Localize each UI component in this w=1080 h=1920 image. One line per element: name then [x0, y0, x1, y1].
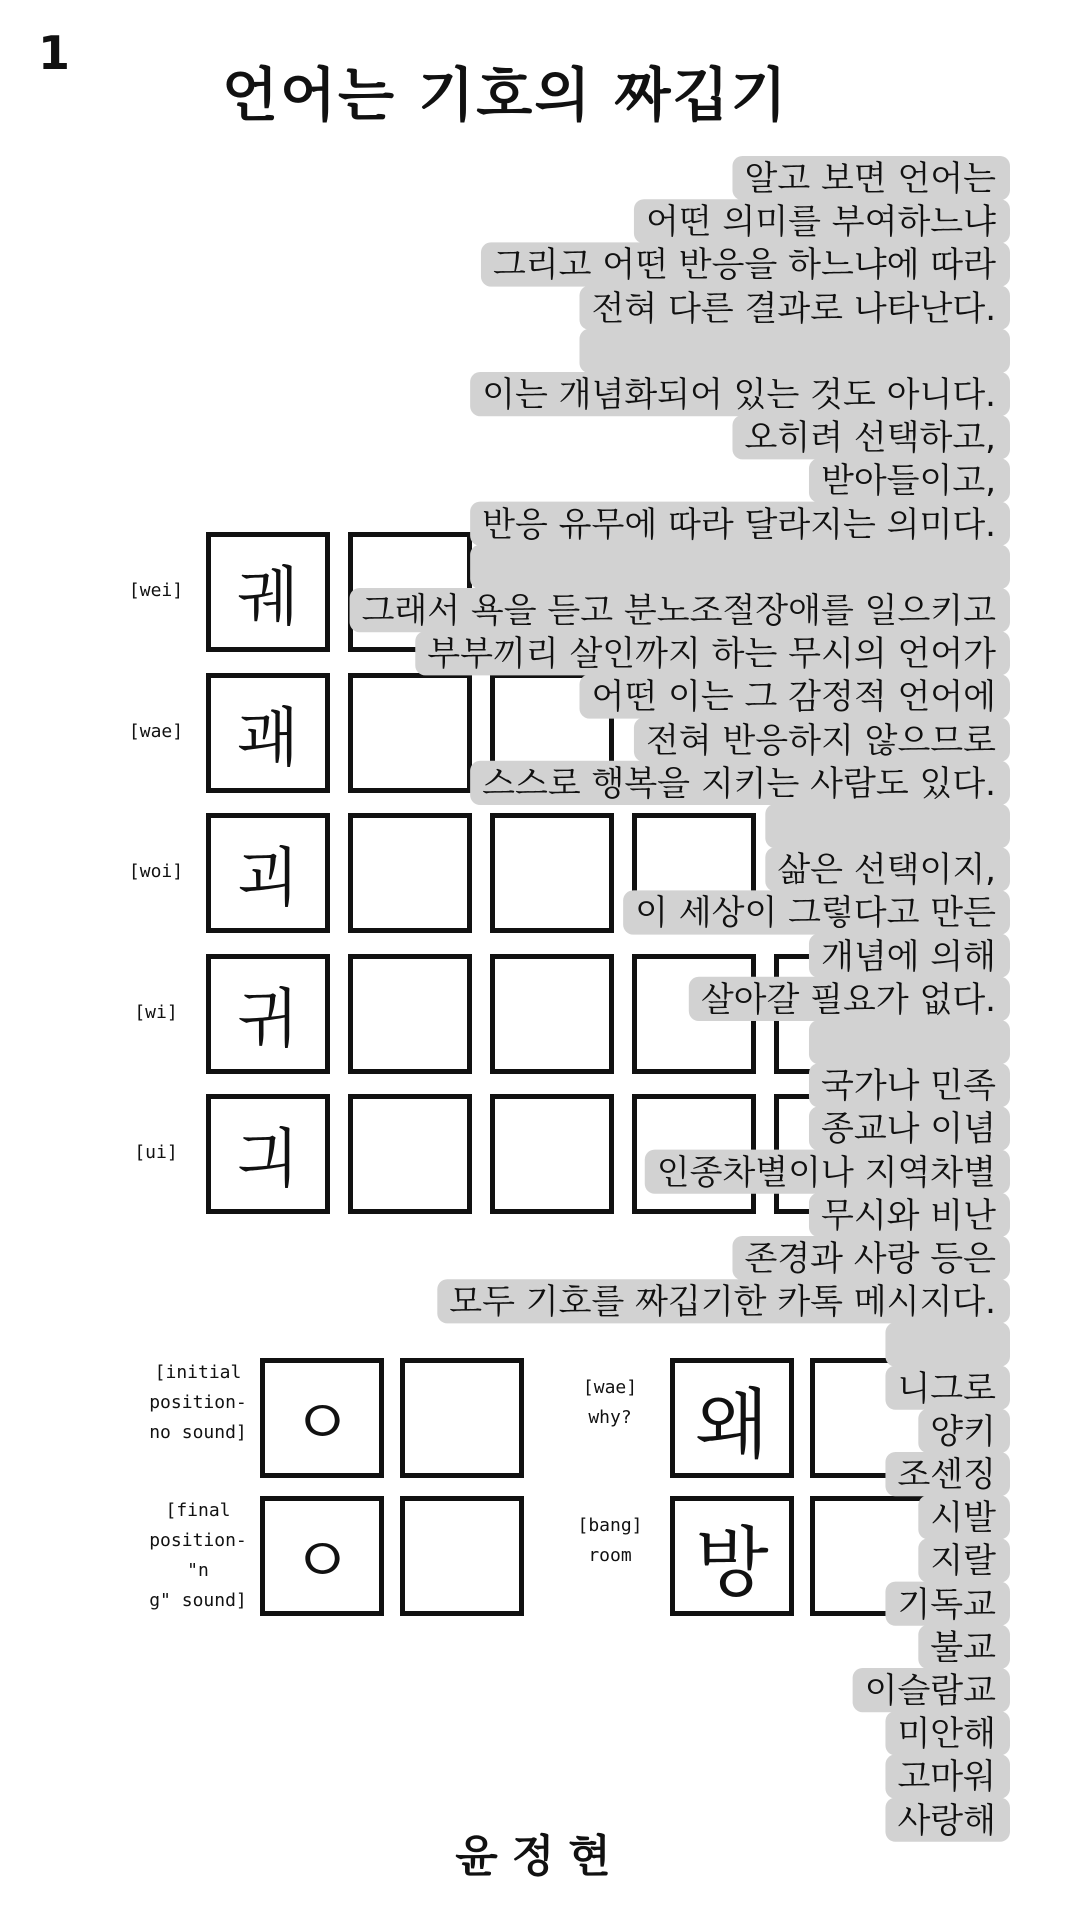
poem-line: 반응 유무에 따라 달라지는 의미다.: [482, 504, 996, 545]
vowel-box: 괴: [206, 813, 330, 933]
author-name: 윤정현: [455, 1831, 625, 1882]
highlight-strip: [579, 329, 1010, 373]
highlight-strip: [885, 1322, 1010, 1366]
label-line: no sound]: [149, 1422, 247, 1443]
vowel-box: 괘: [206, 673, 330, 793]
poem-line: 무시와 비난: [820, 1195, 996, 1236]
poem-line: 개념에 의해: [820, 936, 996, 977]
poem-line: 기독교: [897, 1584, 996, 1625]
ieung-box: ㅇ: [260, 1358, 384, 1478]
highlight-strip: [765, 804, 1010, 848]
poem-line: 그래서 욕을 듣고 분노조절장애를 일으키고: [361, 591, 996, 631]
poem-line: 지랄: [930, 1541, 996, 1582]
page-title: 언어는 기호의 짜깁기: [222, 61, 789, 129]
label-line: position-: [149, 1392, 247, 1413]
poem-line: 전혀 다른 결과로 나타난다.: [591, 288, 996, 329]
label-line: room: [588, 1545, 632, 1566]
ieung-box: ㅇ: [260, 1496, 384, 1616]
poem-line: 인종차별이나 지역차별: [656, 1152, 996, 1193]
vowel-box: 궤: [206, 532, 330, 652]
poem-line: 양키: [930, 1411, 996, 1452]
poem-line: 삶은 선택이지,: [777, 850, 996, 891]
poem-line: 존경과 사랑 등은: [744, 1239, 996, 1279]
row-romanization: [ui]: [134, 1142, 178, 1163]
poem-line: 어떤 이는 그 감정적 언어에: [591, 677, 996, 718]
poem-line: 불교: [930, 1627, 996, 1668]
poem-line: 종교나 이념: [820, 1109, 996, 1150]
poem-line: 니그로: [897, 1368, 996, 1409]
label-line: [bang]: [577, 1515, 643, 1536]
poem-line: 고마워: [897, 1757, 996, 1798]
label-line: position-"n: [149, 1530, 247, 1581]
poem-line: 이슬람교: [864, 1671, 996, 1711]
vowel-box: 긔: [206, 1094, 330, 1214]
label-line: [initial: [154, 1362, 242, 1383]
word-box: 왜: [670, 1358, 794, 1478]
poem-line: 국가나 민족: [820, 1066, 996, 1107]
poem-line: 살아갈 필요가 없다.: [700, 979, 996, 1020]
label-line: [final: [165, 1500, 231, 1521]
poem-line: 조센징: [897, 1455, 996, 1495]
poem-line: 시발: [930, 1498, 996, 1539]
highlight-strip: [470, 545, 1010, 589]
poem-line: 그리고 어떤 반응을 하느냐에 따라: [492, 245, 996, 286]
row-romanization: [woi]: [128, 861, 184, 882]
page-number: 1: [38, 26, 71, 80]
label-line: g" sound]: [149, 1590, 247, 1611]
poem-line: 모두 기호를 짜깁기한 카톡 메시지다.: [449, 1282, 996, 1323]
poem-line: 이는 개념화되어 있는 것도 아니다.: [482, 375, 996, 415]
label-line: why?: [588, 1407, 632, 1428]
label-line: [wae]: [582, 1377, 638, 1398]
poem-line: 미안해: [897, 1714, 996, 1755]
vowel-box: 귀: [206, 954, 330, 1074]
word-box: 방: [670, 1496, 794, 1616]
poem-line: 사랑해: [897, 1800, 996, 1841]
highlight-strip: [809, 1020, 1010, 1064]
poem-line: 알고 보면 언어는: [744, 159, 996, 199]
poem-line: 오히려 선택하고,: [744, 418, 996, 459]
row-romanization: [wi]: [134, 1002, 178, 1023]
poem-line: 부부끼리 살인까지 하는 무시의 언어가: [427, 634, 996, 675]
poem-line: 받아들이고,: [820, 461, 996, 502]
poem-line: 이 세상이 그렇다고 만든: [635, 893, 996, 934]
poem-line: 어떤 의미를 부여하느냐: [645, 202, 996, 243]
poem-line: 전혀 반응하지 않으므로: [645, 720, 996, 761]
row-romanization: [wae]: [128, 721, 184, 742]
poem-line: 스스로 행복을 지키는 사람도 있다.: [482, 763, 996, 804]
row-romanization: [wei]: [128, 580, 184, 601]
